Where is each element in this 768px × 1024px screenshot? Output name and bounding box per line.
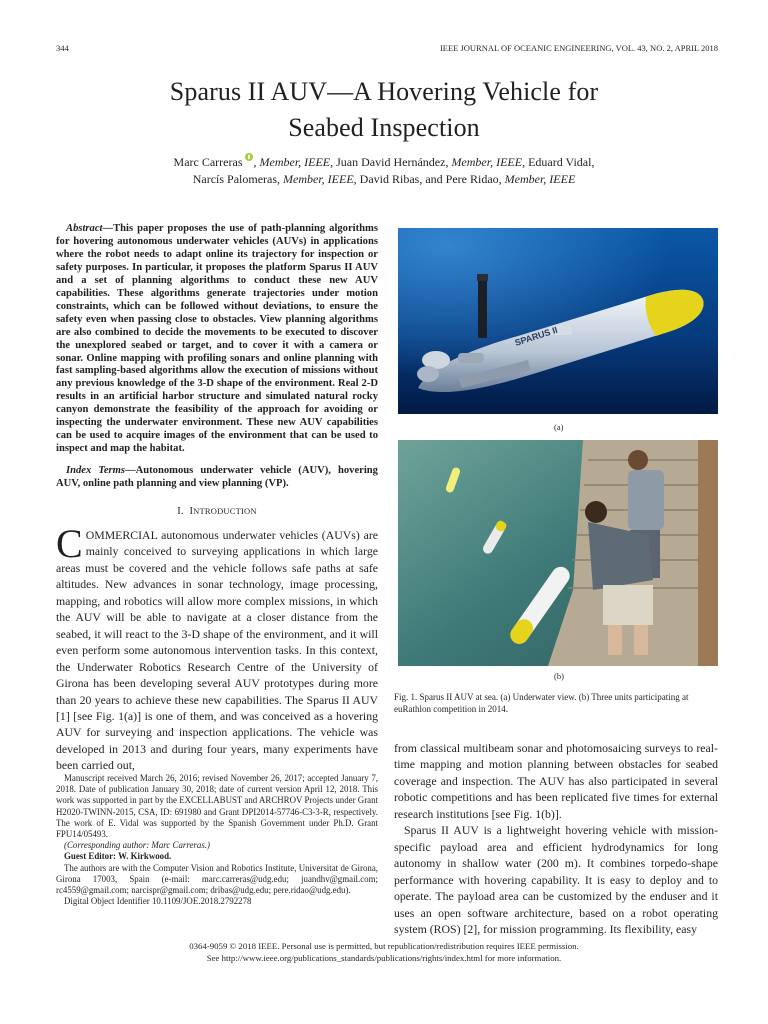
footer-link-part-1[interactable]: See http://www.ieee.org/publications — [206, 953, 337, 963]
title-line-1: Sparus II AUV—A Hovering Vehicle for — [169, 77, 599, 106]
intro-lead: OMMERCIAL — [85, 528, 158, 542]
footer-link-part-2[interactable]: _standards/publications/rights/index.html for more information. — [336, 953, 562, 963]
right-column-text — [394, 740, 718, 937]
section-title-initial: I — [189, 506, 194, 517]
author-role: Member, IEEE — [451, 155, 523, 169]
intro-paragraph — [56, 521, 378, 774]
footnote-doi: Digital Object Identifier 10.1109/JOE.2018.2792278 — [64, 896, 252, 907]
footer-line-1: 0364-9059 © 2018 IEEE. Personal use is permitted, but republication/redistribution requires IEEE permission. — [189, 941, 579, 951]
footnote-affiliation: The authors are with the Computer Vision and Robotics Institute, Universitat de Girona, Girona 17003, Spain (e-mail: marc.carreras@udg.edu; juandhv@gmail.com; rc4559@gmail.com; narcispr@gmail.com; dribas@udg.edu; pere.ridao@udg.edu). — [56, 862, 378, 896]
author-name: Narcís Palomeras — [192, 172, 278, 186]
abstract: Abstract—This paper proposes the use of path-planning algorithms for hovering autonomous underwater vehicles (AUVs) in applications where the robot needs to adapt online its trajectory for inspection or safety purposes. In particular, it proposes the platform Sparus II AUV and a set of planning algorithms to conduct these new AUV capabilities. These algorithms generate trajectories under motion constraints, which can be followed without deviations, to ensure the safety even when passing close to obstacles. View planning algorithms are also combined to decide the movements to be executed to discover the unexplored seabed or target, and to cover it with a camera or sonar. Online mapping with profiling sonars and online planning with fast sampling-based algorithms allow the execution of missions without any previous knowledge of the 3-D shape of the environment. Real 2-D results in an artificial harbor structure and simulated natural rocky canyon demonstrate the feasibility of the approach for avoiding or inspecting the underwater environment. These new AUV capabilities can be used to acquire images of the environment that can be used to inspect and map the habitat. — [56, 223, 378, 455]
footnote-corresponding: (Corresponding author: Marc Carreras.) — [64, 840, 210, 851]
author-name: Eduard Vidal — [528, 155, 592, 169]
author-name: Pere Ridao — [445, 172, 499, 186]
intro-text: autonomous underwater vehicles (AUVs) are mainly conceived to surveying applications in which large areas must be covered and the vehicle follows safe paths at safe altitudes. New advances in sonar technology, image processing, mapping, and robotics will allow more complex missions, in which the AUV will be able to navigate at a closer distance from the seabed, it will react to the 3-D shape of the environment, and it will even perform some autonomous intervention tasks. In this context, the Underwater Robotics Research Centre of the University of Girona has been developing several AUV prototypes during more than 20 years to achieve these new capabilities. The Sparus II AUV [1] [see Fig. 1(a)] is one of them, and was conceived as a hovering AUV for surveying and inspection applications. The vehicle was developed in 2013 and during four years, many experiments have been carried out, — [56, 528, 378, 773]
figure-label-a: (a) — [554, 422, 564, 432]
author-name: Marc Carreras — [173, 155, 243, 169]
orcid-icon[interactable] — [245, 153, 253, 161]
right-paragraph-1: from classical multibeam sonar and photomosaicing surveys to real-time mapping and motion planning between obstacles for seabed coverage and inspection. The AUV has also participated in several robotic competitions and has been replicated five times for external research institutions [see Fig. 1(b)]. — [394, 741, 718, 821]
drop-cap: C — [56, 521, 83, 566]
author-role: Member, IEEE — [504, 172, 576, 186]
figure-label-b: (b) — [554, 671, 564, 681]
page-number: 344 — [56, 43, 69, 53]
footnote-funding: Manuscript received March 26, 2016; revised November 26, 2017; accepted January 7, 2018. Date of publication January 30, 2018; date of current version April 12, 2018. This work was supported in part by the EXCELLABUST and ARCHROV Projects under Grant H2020-TWINN-2015, CSA, ID: 691980 and Grant DPI2014-57746-C3-3-R, respectively. The work of E. Vidal was supported by the Spanish Government under Ph.D. Grant FPU14/05493. — [56, 773, 378, 840]
abstract-label: Abstract — [66, 223, 103, 234]
author-role: Member, IEEE — [283, 172, 354, 186]
index-terms-label: Index Terms — [66, 465, 126, 476]
index-terms-text: Autonomous underwater vehicle (AUV), hovering AUV, online path planning and view planning (VP). — [56, 465, 378, 489]
title-line-2: Seabed Inspection — [288, 113, 480, 142]
paper-title — [0, 74, 768, 146]
journal-header: IEEE JOURNAL OF OCEANIC ENGINEERING, VOL. 43, NO. 2, APRIL 2018 — [439, 43, 718, 53]
figure-1a-underwater-image — [398, 228, 718, 414]
copyright-footer — [0, 940, 768, 964]
section-title-rest: NTRODUCTION — [193, 506, 257, 516]
auv-hull-label: SPARUS II — [513, 324, 559, 348]
index-terms: Index Terms—Autonomous underwater vehicle (AUV), hovering AUV, online path planning and view planning (VP). — [56, 465, 378, 489]
author-name: Juan David Hernández — [336, 155, 446, 169]
section-heading — [56, 506, 378, 517]
footnote-guest-editor: Guest Editor: W. Kirkwood. — [64, 851, 172, 862]
author-list: Marc Carreras , Member, IEEE, Juan David Hernández, Member, IEEE, Eduard Vidal, Narcís Palomeras, Member, IEEE, David Ribas, and Pere Ridao, Member, IEEE — [173, 155, 595, 186]
section-number: I. — [177, 506, 184, 517]
right-paragraph-2: Sparus II AUV is a lightweight hovering vehicle with mission-specific payload area and efficient hydrodynamics for long autonomy in shallow water (200 m). It combines torpedo-shape performance with hovering capability. It is easy to deploy and to operate. The payload area can be customized by the enduser and it uses an open software architecture, based on a robot operating system (ROS) [2], for mission programming. Its flexibility, easy — [394, 823, 718, 936]
author-name: David Ribas — [359, 172, 420, 186]
author-role: Member, IEEE — [259, 155, 331, 169]
footnote — [56, 773, 378, 907]
figure-caption: Fig. 1. Sparus II AUV at sea. (a) Underwater view. (b) Three units participating at euRathlon competition in 2014. — [394, 692, 689, 714]
abstract-text: This paper proposes the use of path-planning algorithms for hovering autonomous underwater vehicles (AUVs) in applications where the robot needs to adapt online its trajectory for inspection or safety purposes. In particular, it proposes the platform Sparus II AUV and a set of planning algorithms to conduct these new AUV capabilities. These algorithms generate trajectories under motion constraints, which can be followed without deviations, to ensure the safety even when passing close to obstacles. View planning algorithms are also combined to decide the movements to be executed to discover the unexplored seabed or target, and to cover it with a camera or sonar. Online mapping with profiling sonars and online planning with fast sampling-based algorithms allow the execution of missions without any previous knowledge of the 3-D shape of the environment. Real 2-D results in an artificial harbor structure and simulated natural rocky canyon demonstrate the feasibility of the approach for avoiding or inspecting the underwater environment. These new AUV capabilities can be used to acquire images of the environment that can be used to inspect and map the habitat. — [56, 223, 378, 455]
figure-1b-harbor-image — [398, 440, 718, 666]
